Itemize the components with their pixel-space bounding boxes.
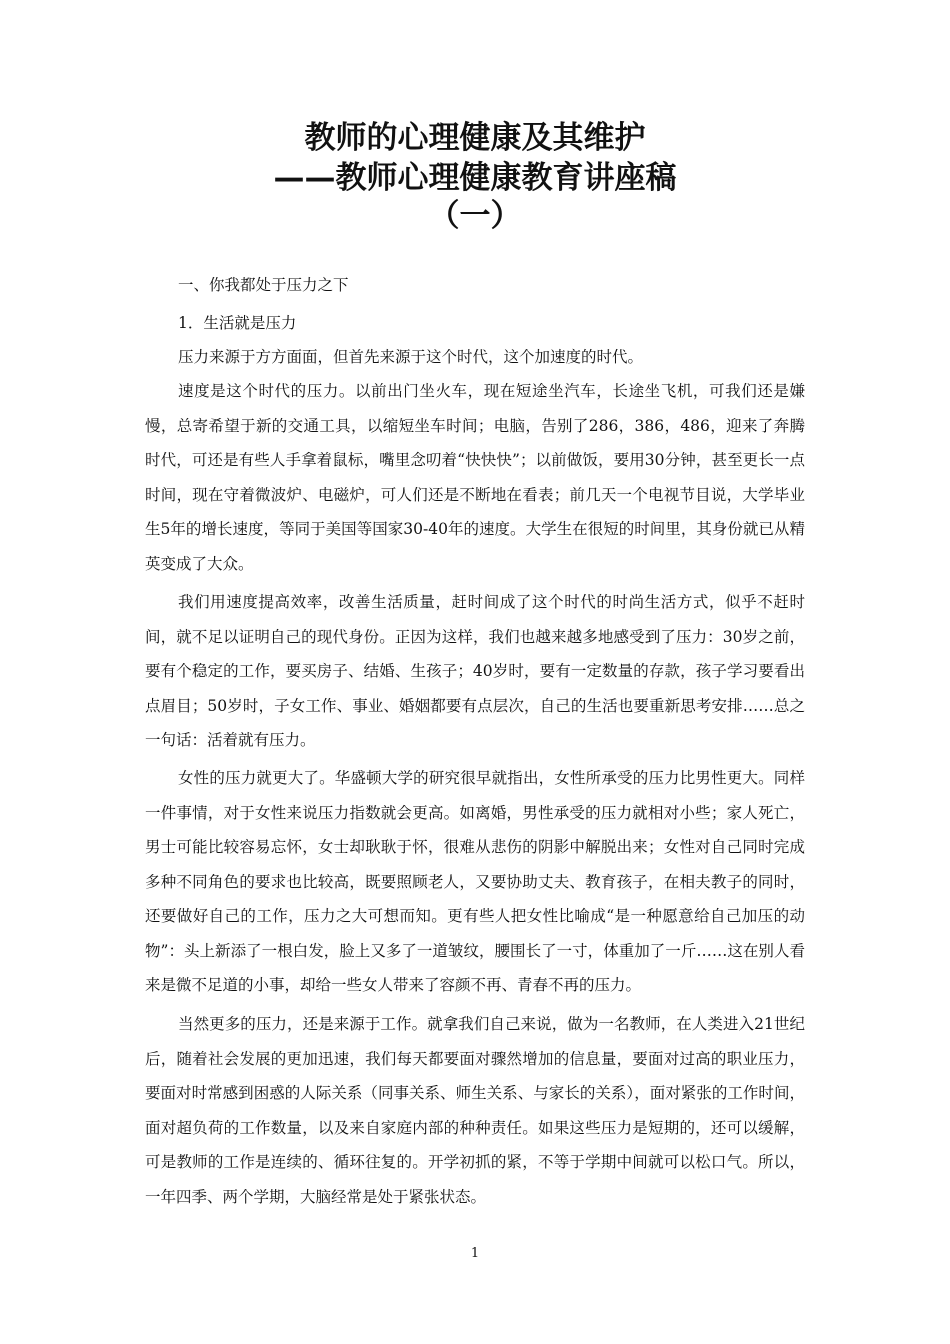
document-part-number: （一） (428, 198, 522, 234)
subsection-heading: 1．生活就是压力 (178, 314, 297, 332)
document-subtitle: ——教师心理健康教育讲座稿 (273, 160, 677, 196)
paragraph: 我们用速度提高效率，改善生活质量，赶时间成了这个时代的时尚生活方式，似乎不赶时间，就不足以证明自己的现代身份。正因为这样，我们也越来越多地感受到了压力：30岁之前，要有个稳定的工作，要买房子、结婚、生孩子；40岁时，要有一定数量的存款，孩子学习要看出点眉目；50岁时，子女工作、事业、婚姻都要有点层次，自己的生活也要重新思考安排……总之一句话：活着就有压力。 (145, 593, 805, 749)
paragraph: 速度是这个时代的压力。以前出门坐火车，现在短途坐汽车，长途坐飞机，可我们还是嫌慢，总寄希望于新的交通工具，以缩短坐车时间；电脑，告别了286，386，486，迎来了奔腾时代，可还是有些人手拿着鼠标，嘴里念叨着“快快快”；以前做饭，要用30分钟，甚至更长一点时间，现在守着微波炉、电磁炉，可人们还是不断地在看表；前几天一个电视节目说，大学毕业生5年的增长速度，等同于美国等国家30-40年的速度。大学生在很短的时间里，其身份就已从精英变成了大众。 (145, 382, 805, 573)
paragraph: 女性的压力就更大了。华盛顿大学的研究很早就指出，女性所承受的压力比男性更大。同样一件事情，对于女性来说压力指数就会更高。如离婚，男性承受的压力就相对小些；家人死亡，男士可能比较容易忘怀，女士却耿耿于怀，很难从悲伤的阴影中解脱出来；女性对自己同时完成多种不同角色的要求也比较高，既要照顾老人，又要协助丈夫、教育孩子，在相夫教子的同时，还要做好自己的工作，压力之大可想而知。更有些人把女性比喻成“是一种愿意给自己加压的动物”：头上新添了一根白发，脸上又多了一道皱纹，腰围长了一寸，体重加了一斤……这在别人看来是微不足道的小事，却给一些女人带来了容颜不再、青春不再的压力。 (145, 769, 805, 994)
page-number: 1 (470, 1246, 480, 1261)
section-heading: 一、你我都处于压力之下 (178, 276, 349, 294)
document-title: 教师的心理健康及其维护 (304, 120, 646, 156)
paragraph: 当然更多的压力，还是来源于工作。就拿我们自己来说，做为一名教师，在人类进入21世纪后，随着社会发展的更加迅速，我们每天都要面对骤然增加的信息量，要面对过高的职业压力，要面对时常感到困惑的人际关系（同事关系、师生关系、与家长的关系），面对紧张的工作时间，面对超负荷的工作数量，以及来自家庭内部的种种责任。如果这些压力是短期的，还可以缓解，可是教师的工作是连续的、循环往复的。开学初抓的紧，不等于学期中间就可以松口气。所以，一年四季、两个学期，大脑经常是处于紧张状态。 (145, 1015, 805, 1206)
paragraph: 压力来源于方方面面，但首先来源于这个时代，这个加速度的时代。 (178, 348, 644, 366)
